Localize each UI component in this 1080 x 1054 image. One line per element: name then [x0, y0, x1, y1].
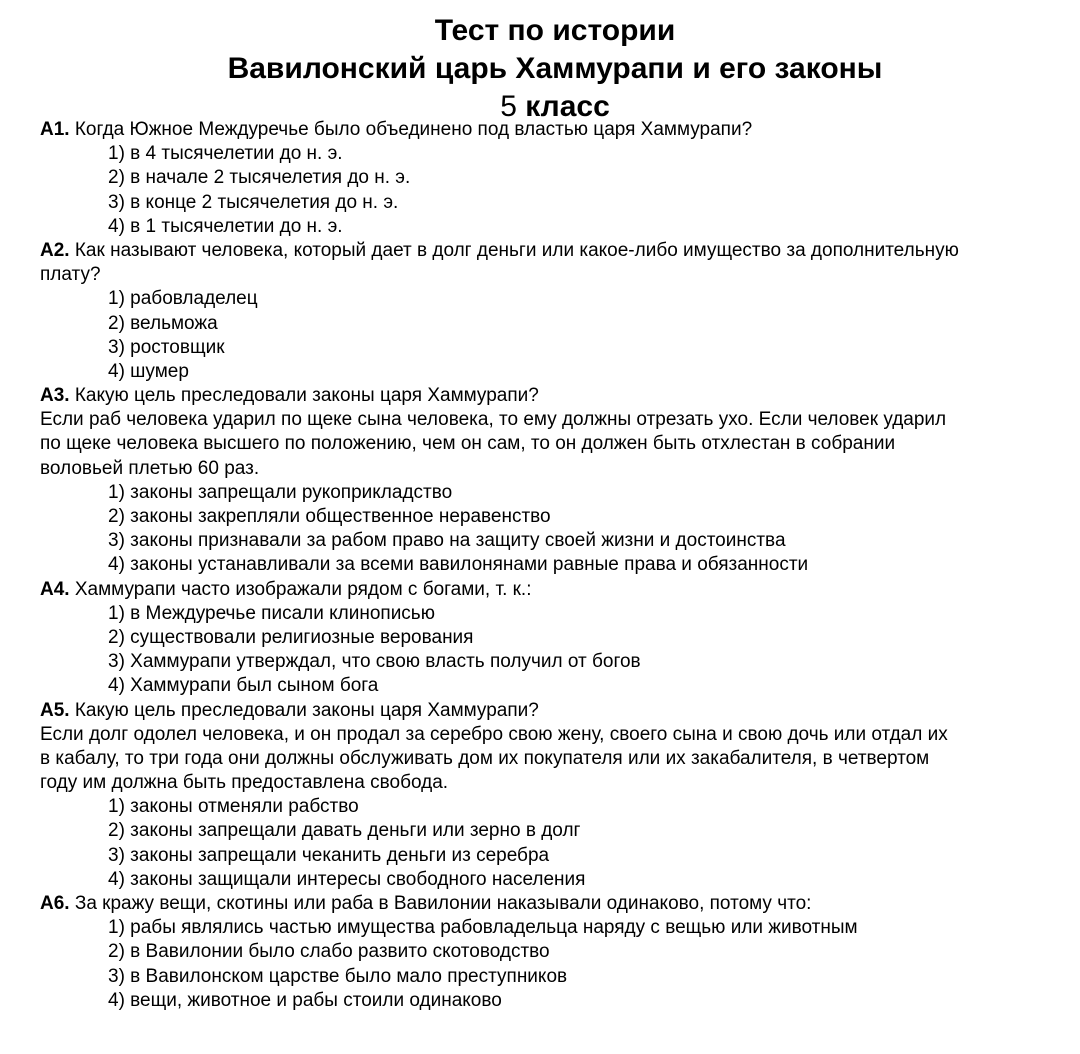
question-a1: [40, 118, 1070, 142]
answer-option: 4) шумер: [108, 360, 189, 382]
answer-option: 1) рабы являлись частью имущества рабовладельца наряду с вещью или животным: [108, 917, 858, 939]
answer-option: 4) Хаммурапи был сыном бога: [108, 675, 379, 697]
question-context: Если раб человека ударил по щеке сына человека, то ему должны отрезать ухо. Если человек ударил: [40, 409, 947, 431]
answer-option: 1) законы отменяли рабство: [108, 796, 359, 818]
answer-option: 2) законы закрепляли общественное неравенство: [108, 506, 551, 527]
question-text: Какую цель преследовали законы царя Хаммурапи?: [74, 385, 539, 407]
question-number: А4.: [40, 578, 70, 600]
answer-option: 3) в конце 2 тысячелетия до н. э.: [108, 191, 399, 213]
answer-option: 3) законы запрещали чеканить деньги из серебра: [108, 844, 550, 866]
question-list: [40, 118, 1070, 1013]
document-subtitle: Вавилонский царь Хаммурапи и его законы: [227, 52, 883, 85]
document-header: [0, 12, 1080, 126]
question-a4: [40, 578, 1070, 602]
answer-option: 3) законы признавали за рабом право на защиту своей жизни и достоинства: [108, 530, 786, 552]
question-text: Какую цель преследовали законы царя Хаммурапи?: [74, 699, 539, 721]
question-text: Хаммурапи часто изображали рядом с богами, т. к.:: [74, 578, 532, 600]
question-number: А6.: [40, 893, 70, 914]
answer-option: 2) вельможа: [108, 312, 218, 334]
answer-option: 4) в 1 тысячелетии до н. э.: [108, 215, 343, 237]
question-number: А2.: [40, 239, 70, 261]
question-number: А1.: [40, 119, 70, 140]
answer-option: 1) рабовладелец: [108, 288, 258, 310]
grade-word: класс: [525, 90, 610, 123]
answer-option: 1) законы запрещали рукоприкладство: [108, 481, 453, 503]
question-text: За кражу вещи, скотины или раба в Вавилонии наказывали одинаково, потому что:: [74, 893, 812, 914]
answer-option: 1) в Междуречье писали клинописью: [108, 602, 435, 624]
answer-option: 2) существовали религиозные верования: [108, 626, 474, 648]
question-a5: [40, 699, 1070, 723]
question-context: году им должна быть предоставлена свобода.: [40, 772, 449, 794]
question-text: Когда Южное Междуречье было объединено под властью царя Хаммурапи?: [74, 119, 753, 140]
question-text: Как называют человека, который дает в долг деньги или какое-либо имущество за дополнительную: [74, 239, 959, 261]
answer-option: 2) законы запрещали давать деньги или зерно в долг: [108, 820, 581, 842]
question-a6: [40, 892, 1070, 916]
question-number: А5.: [40, 699, 70, 721]
question-context: воловьей плетью 60 раз.: [40, 457, 260, 479]
answer-option: 4) законы защищали интересы свободного населения: [108, 868, 586, 890]
question-a3: [40, 384, 1070, 408]
answer-option: 4) законы устанавливали за всеми вавилонянами равные права и обязанности: [108, 554, 809, 576]
question-context: Если долг одолел человека, и он продал за серебро свою жену, своего сына и свою дочь или отдал их: [40, 723, 948, 745]
answer-option: 3) в Вавилонском царстве было мало преступников: [108, 965, 568, 987]
answer-option: 4) вещи, животное и рабы стоили одинаково: [108, 989, 502, 1011]
answer-option: 3) ростовщик: [108, 336, 225, 358]
question-text-continued: плату?: [40, 264, 101, 286]
answer-option: 3) Хаммурапи утверждал, что свою власть получил от богов: [108, 651, 641, 673]
answer-option: 2) в начале 2 тысячелетия до н. э.: [108, 167, 411, 189]
question-a2: [40, 239, 1070, 263]
document-title: Тест по истории: [434, 14, 676, 47]
grade-number: 5: [500, 90, 517, 123]
answer-option: 2) в Вавилонии было слабо развито скотоводство: [108, 941, 550, 963]
question-number: А3.: [40, 385, 70, 407]
question-context: по щеке человека высшего по положению, чем он сам, то он должен быть отхлестан в собрании: [40, 433, 896, 455]
answer-option: 1) в 4 тысячелетии до н. э.: [108, 143, 343, 165]
question-context: в кабалу, то три года они должны обслуживать дом их покупателя или их закабалителя, в четвертом: [40, 747, 930, 769]
